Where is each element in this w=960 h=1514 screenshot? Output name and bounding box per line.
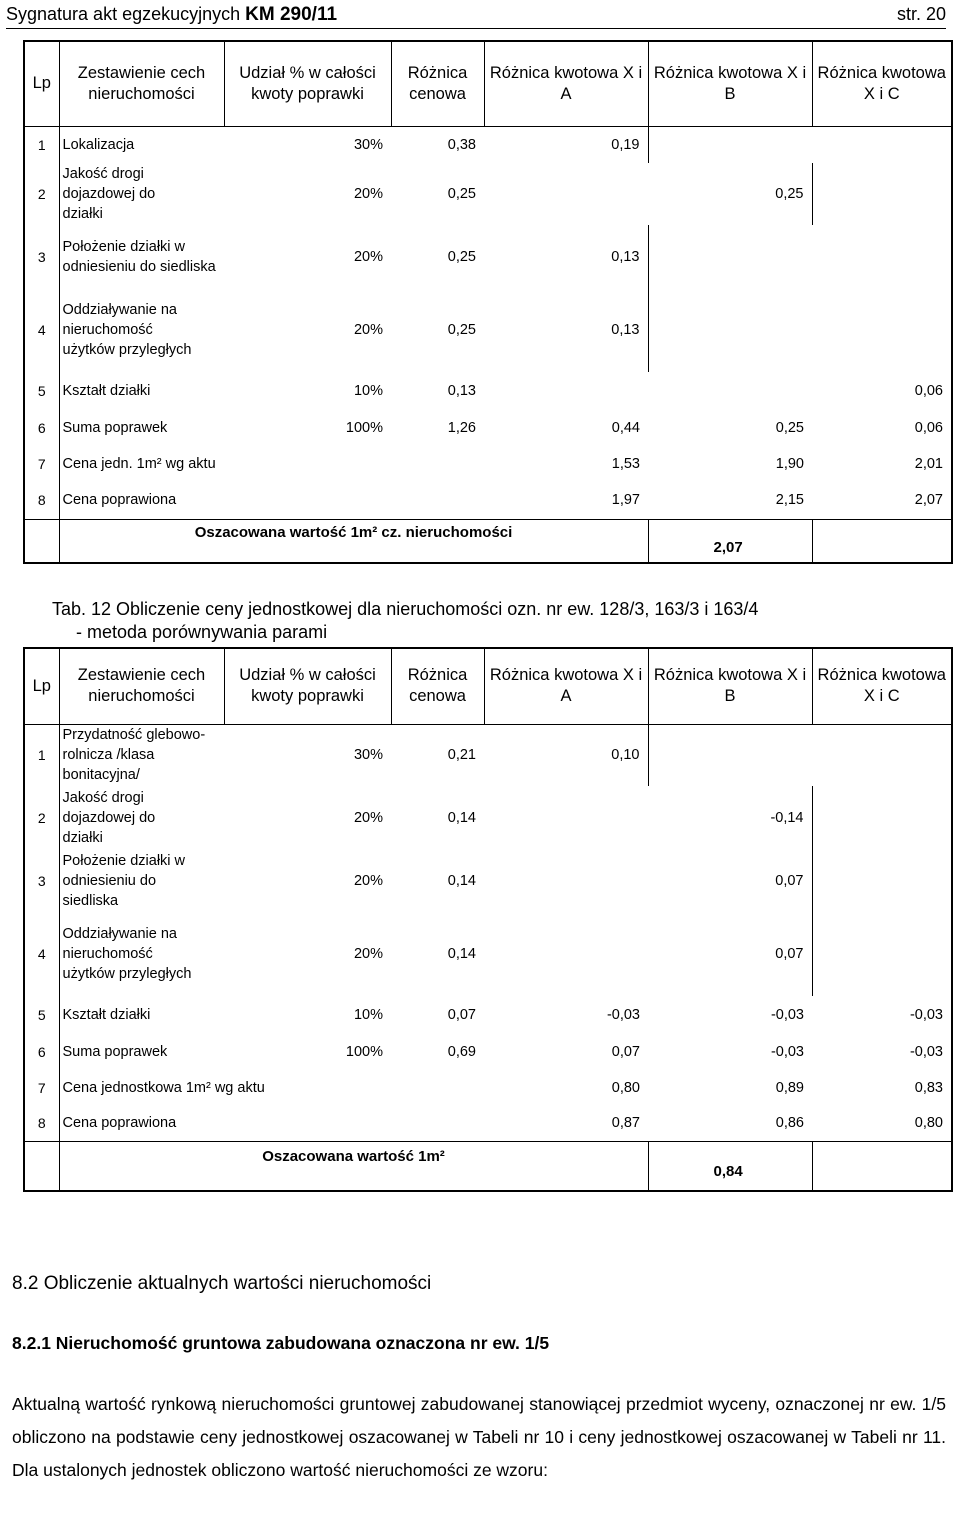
row-lp: 8	[24, 482, 59, 519]
row-xb: 2,15	[775, 492, 804, 509]
row-diff: 0,14	[447, 946, 476, 962]
row-diff	[391, 482, 484, 519]
row-xb	[648, 724, 812, 786]
row-lp: 2	[24, 786, 59, 849]
row-share: 20%	[353, 872, 383, 889]
table-row	[24, 225, 952, 288]
row-xb: -0,14	[648, 786, 812, 849]
table-row	[24, 724, 952, 786]
estimate-label: Oszacowana wartość 1m² cz. nieruchomości	[59, 519, 648, 563]
row-diff: 1,26	[447, 419, 476, 436]
row-xc	[812, 786, 952, 849]
row-xb: 0,86	[775, 1115, 804, 1132]
row-lp: 8	[24, 1106, 59, 1141]
row-xa: 1,53	[611, 456, 640, 472]
row-xc: 0,06	[914, 382, 943, 399]
row-name: Suma poprawek	[62, 1044, 168, 1060]
table-2-title-line1: Tab. 12 Obliczenie ceny jednostkowej dla nieruchomości ozn. nr ew. 128/3, 163/3 i 163/4	[52, 599, 759, 619]
row-xc: 0,80	[914, 1115, 943, 1132]
row-xc	[812, 849, 952, 912]
row-xc	[812, 225, 952, 288]
row-lp: 7	[24, 446, 59, 482]
row-share: 20%	[353, 322, 383, 338]
row-xb	[648, 372, 812, 409]
table-row	[24, 1070, 952, 1106]
row-diff: 0,38	[447, 136, 476, 153]
row-xa: 1,97	[611, 492, 640, 509]
page-header	[6, 0, 946, 29]
row-share: 100%	[345, 419, 383, 436]
row-share: 20%	[353, 809, 383, 826]
subsection-heading: 8.2.1 Nieruchomość gruntowa zabudowana oznaczona nr ew. 1/5	[12, 1333, 550, 1353]
row-diff: 0,25	[447, 322, 476, 338]
row-lp: 6	[24, 409, 59, 446]
col-xa: Różnica kwotowa X i A	[484, 41, 648, 126]
col-xb: Różnica kwotowa X i B	[648, 648, 812, 724]
estimate-label: Oszacowana wartość 1m²	[59, 1141, 648, 1191]
row-name: Kształt działki	[62, 1007, 151, 1023]
row-xc: -0,03	[909, 1007, 943, 1023]
row-lp: 7	[24, 1070, 59, 1106]
row-name: Położenie działki w odniesieniu do siedliska	[62, 238, 216, 275]
row-lp: 2	[24, 163, 59, 225]
row-lp: 3	[24, 849, 59, 912]
page-number: str. 20	[896, 4, 946, 24]
col-diff: Różnica cenowa	[391, 648, 484, 724]
row-diff: 0,14	[447, 872, 476, 889]
row-xb	[648, 288, 812, 372]
row-xa	[484, 912, 648, 996]
row-xa: 0,07	[611, 1044, 640, 1060]
row-xb: 1,90	[775, 456, 804, 472]
col-share: Udział % w całości kwoty poprawki	[224, 648, 391, 724]
case-number: KM 290/11	[245, 4, 338, 25]
col-xa: Różnica kwotowa X i A	[484, 648, 648, 724]
row-xa: 0,10	[484, 724, 648, 786]
table-2-title-line2: - metoda porównywania parami	[76, 622, 328, 642]
row-diff: 0,13	[447, 382, 476, 399]
row-name: Suma poprawek	[62, 419, 168, 436]
table-row	[24, 1034, 952, 1070]
row-xb: 0,25	[648, 163, 812, 225]
row-diff: 0,14	[447, 809, 476, 826]
row-share: 20%	[353, 186, 383, 202]
estimate-row	[24, 519, 952, 563]
col-features: Zestawienie cech nieruchomości	[59, 648, 224, 724]
row-share: 30%	[353, 136, 383, 153]
row-diff: 0,07	[447, 1007, 476, 1023]
row-xb: 0,89	[775, 1080, 804, 1096]
col-lp: Lp	[24, 41, 59, 126]
row-xc	[812, 912, 952, 996]
row-xc: 2,01	[914, 456, 943, 472]
table-row	[24, 409, 952, 446]
row-xa: 0,13	[484, 288, 648, 372]
row-xa	[484, 849, 648, 912]
row-name: Oddziaływanie na nieruchomość użytków przyległych	[62, 926, 192, 982]
estimate-empty	[812, 1141, 952, 1191]
row-lp: 3	[24, 225, 59, 288]
estimate-lp	[24, 1141, 59, 1191]
row-xc	[812, 288, 952, 372]
col-xc: Różnica kwotowa X i C	[812, 648, 952, 724]
row-name: Jakość drogi dojazdowej do działki	[62, 789, 156, 846]
table-row	[24, 786, 952, 849]
estimate-value: 0,84	[648, 1141, 812, 1191]
row-lp: 4	[24, 912, 59, 996]
section-heading: 8.2 Obliczenie aktualnych wartości nieruchomości	[12, 1273, 432, 1294]
row-lp: 1	[24, 126, 59, 163]
col-share: Udział % w całości kwoty poprawki	[224, 41, 391, 126]
row-name: Oddziaływanie na nieruchomość użytków przyległych	[62, 302, 192, 358]
row-xb: 0,07	[648, 912, 812, 996]
row-xc: 0,06	[914, 419, 943, 436]
comparison-table-1	[23, 40, 953, 564]
row-name: Położenie działki w odniesieniu do siedliska	[62, 852, 186, 909]
row-xa: 0,19	[484, 126, 648, 163]
estimate-row	[24, 1141, 952, 1191]
row-diff	[391, 446, 484, 482]
col-features: Zestawienie cech nieruchomości	[59, 41, 224, 126]
col-xb: Różnica kwotowa X i B	[648, 41, 812, 126]
row-xb: -0,03	[770, 1044, 804, 1060]
row-share: 20%	[353, 946, 383, 962]
row-diff: 0,25	[447, 248, 476, 265]
row-share: 10%	[353, 1007, 383, 1023]
row-share: 10%	[353, 382, 383, 399]
estimate-value: 2,07	[648, 519, 812, 563]
row-lp: 4	[24, 288, 59, 372]
row-name: Jakość drogi dojazdowej do działki	[62, 166, 156, 222]
signature-prefix: Sygnatura akt egzekucyjnych	[6, 4, 241, 24]
row-xa: 0,44	[611, 419, 640, 436]
row-xa: 0,87	[611, 1115, 640, 1132]
row-xb	[648, 126, 812, 163]
row-lp: 5	[24, 996, 59, 1034]
row-xa: 0,13	[484, 225, 648, 288]
row-lp: 5	[24, 372, 59, 409]
row-name: Cena poprawiona	[62, 492, 177, 509]
row-xc	[812, 724, 952, 786]
row-xa: -0,03	[606, 1007, 640, 1023]
row-xa	[484, 372, 648, 409]
row-xa	[484, 163, 648, 225]
row-xb: 0,07	[648, 849, 812, 912]
row-lp: 1	[24, 724, 59, 786]
row-share: 30%	[353, 747, 383, 764]
table-2-title	[52, 598, 759, 644]
comparison-table-2	[23, 647, 953, 1192]
col-diff: Różnica cenowa	[391, 41, 484, 126]
row-diff: 0,69	[447, 1044, 476, 1060]
row-name: Cena jednostkowa 1m² wg aktu	[62, 1080, 265, 1096]
table-row	[24, 996, 952, 1034]
table-row	[24, 446, 952, 482]
row-name: Kształt działki	[62, 382, 151, 399]
col-lp: Lp	[24, 648, 59, 724]
row-xc: 0,83	[914, 1080, 943, 1096]
row-diff: 0,21	[447, 747, 476, 764]
table-row	[24, 849, 952, 912]
estimate-lp	[24, 519, 59, 563]
table-row	[24, 288, 952, 372]
table-row	[24, 1106, 952, 1141]
row-name: Przydatność glebowo-rolnicza /klasa bonitacyjna/	[62, 727, 206, 784]
row-share: 100%	[345, 1044, 383, 1060]
table-row	[24, 372, 952, 409]
row-xa	[484, 786, 648, 849]
table-row	[24, 126, 952, 163]
row-xa: 0,80	[611, 1080, 640, 1096]
row-lp: 6	[24, 1034, 59, 1070]
table-row	[24, 163, 952, 225]
row-xb	[648, 225, 812, 288]
table-row	[24, 482, 952, 519]
row-name: Lokalizacja	[62, 136, 135, 153]
row-xc	[812, 163, 952, 225]
row-xc: -0,03	[909, 1044, 943, 1060]
row-xb: 0,25	[775, 419, 804, 436]
body-paragraph: Aktualną wartość rynkową nieruchomości gruntowej zabudowanej stanowiącej przedmiot wyceny, oznaczonej nr ew. 1/5 obliczono na podstawie ceny jednostkowej oszacowanej w Tabeli nr 10 i ceny jednostkowej oszacowanej w Tabeli nr 11. Dla ustalonych jednostek obliczono wartość nieruchomości ze wzoru:	[12, 1394, 946, 1480]
col-xc: Różnica kwotowa X i C	[812, 41, 952, 126]
row-name: Cena poprawiona	[62, 1115, 177, 1132]
row-diff: 0,25	[447, 186, 476, 202]
row-xc	[812, 126, 952, 163]
row-xc: 2,07	[914, 492, 943, 509]
table-row	[24, 912, 952, 996]
estimate-empty	[812, 519, 952, 563]
row-xb: -0,03	[770, 1007, 804, 1023]
row-share: 20%	[353, 248, 383, 265]
row-name: Cena jedn. 1m² wg aktu	[62, 456, 216, 472]
case-signature	[6, 0, 337, 29]
